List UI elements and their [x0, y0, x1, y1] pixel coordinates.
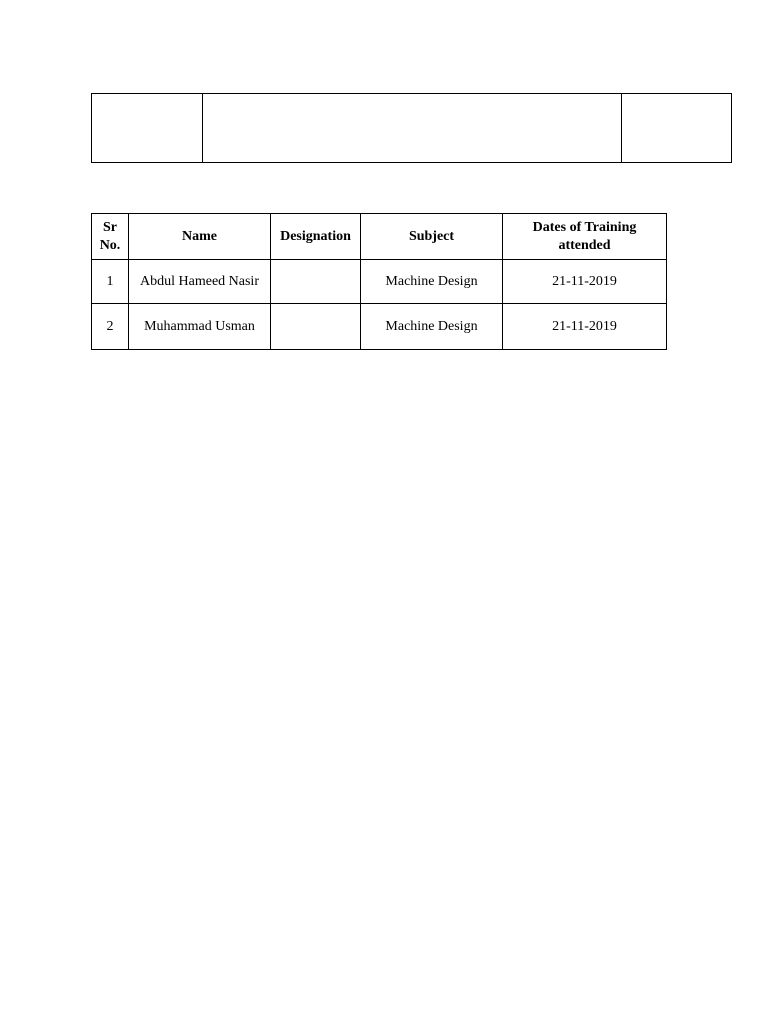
col-header-dates: Dates of Training attended	[503, 214, 667, 260]
cell-name: Abdul Hameed Nasir	[129, 260, 271, 304]
cell-designation	[271, 304, 361, 350]
col-header-subject: Subject	[361, 214, 503, 260]
table-header-row	[92, 214, 667, 260]
col-header-name: Name	[129, 214, 271, 260]
cell-sr-no: 2	[92, 304, 129, 350]
table-row	[92, 260, 667, 304]
cell-dates: 21-11-2019	[503, 304, 667, 350]
header-cell-left	[92, 94, 203, 162]
cell-name: Muhammad Usman	[129, 304, 271, 350]
cell-subject: Machine Design	[361, 304, 503, 350]
cell-sr-no: 1	[92, 260, 129, 304]
header-cell-middle	[203, 94, 622, 162]
col-header-designation: Designation	[271, 214, 361, 260]
training-table	[91, 213, 667, 350]
header-cell-right	[622, 94, 731, 162]
table-row	[92, 304, 667, 350]
col-header-sr-no: Sr No.	[92, 214, 129, 260]
cell-dates: 21-11-2019	[503, 260, 667, 304]
cell-subject: Machine Design	[361, 260, 503, 304]
header-box	[91, 93, 732, 163]
cell-designation	[271, 260, 361, 304]
